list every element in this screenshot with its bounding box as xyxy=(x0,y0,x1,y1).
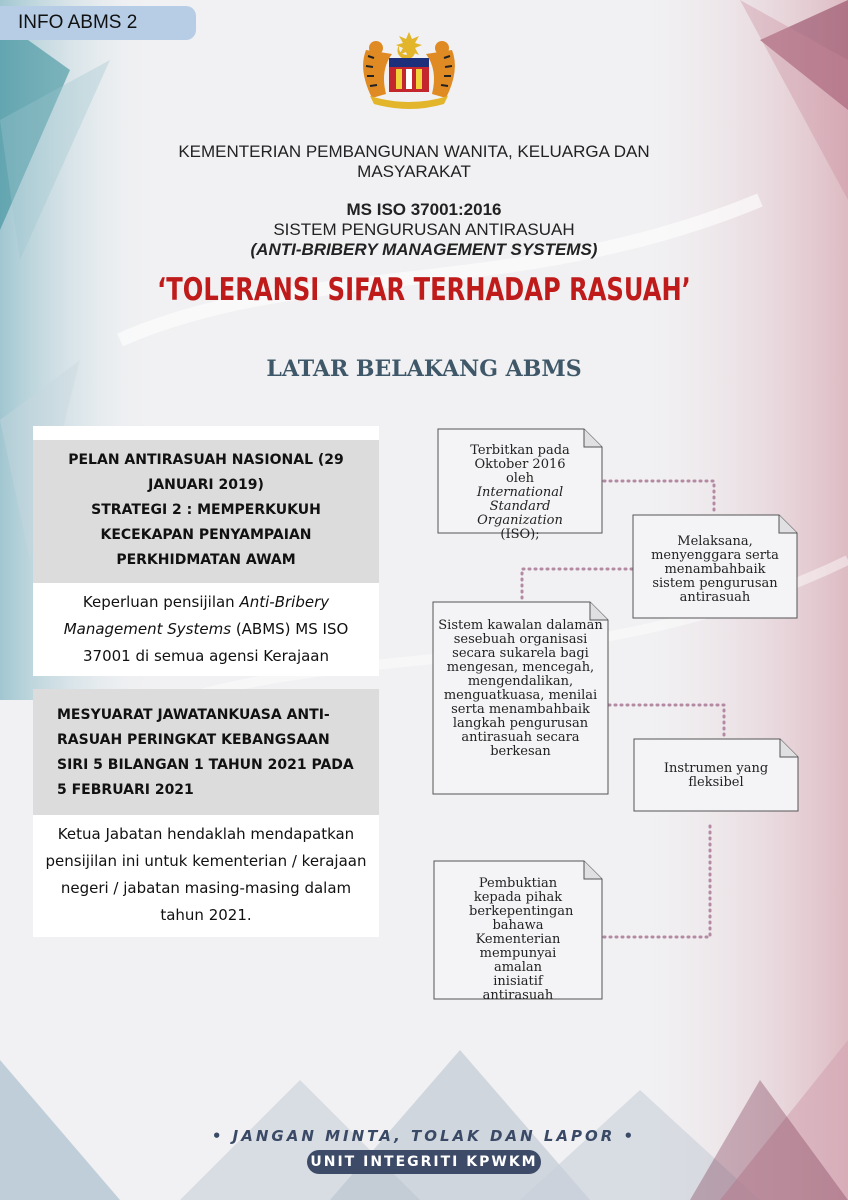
motto: • JANGAN MINTA, TOLAK DAN LAPOR • xyxy=(211,1127,637,1145)
note-text-implement: Melaksana, menyenggara serta menambahbaik sistem pengurusan antirasuah xyxy=(651,534,779,605)
unit-label: UNIT INTEGRITI KPWKM xyxy=(307,1150,541,1174)
committee-meeting-body: Ketua Jabatan hendaklah mendapatkan pensijilan ini untuk kementerian / kerajaan negeri / jabatan masing-masing dalam tahun 2021. xyxy=(33,815,379,937)
note-text-flexible: Instrumen yang fleksibel xyxy=(663,761,769,790)
note-text-emphasis: International Standard Organization xyxy=(476,485,564,528)
note-card-internal-control xyxy=(432,601,609,795)
strategy-title: STRATEGI 2 : MEMPERKUKUH KECEKAPAN PENYAMPAIAN PERKHIDMATAN AWAM xyxy=(91,502,321,568)
slogan: ‘TOLERANSI SIFAR TERHADAP RASUAH’ xyxy=(157,272,691,308)
note-text-evidence: Pembuktian kepada pihak berkepentingan bahawa Kementerian mempunyai amalan inisiatif antirasuah xyxy=(469,876,574,1003)
note-card-flexible xyxy=(633,738,799,812)
section-title: LATAR BELAKANG ABMS xyxy=(266,356,582,382)
system-name: SISTEM PENGURUSAN ANTIRASUAH xyxy=(273,220,575,239)
national-plan-title: PELAN ANTIRASUAH NASIONAL (29 JANUARI 2019) xyxy=(68,452,344,493)
note-text: (ISO); xyxy=(500,527,540,542)
body-text: (ABMS) MS ISO 37001 di semua agensi Kerajaan xyxy=(83,620,349,665)
info-tag: INFO ABMS 2 xyxy=(0,6,196,40)
note-text-published xyxy=(437,444,603,542)
committee-meeting-heading: MESYUARAT JAWATANKUASA ANTI-RASUAH PERINGKAT KEBANGSAAN SIRI 5 BILANGAN 1 TAHUN 2021 PADA 5 FEBRUARI 2021 xyxy=(33,689,379,815)
note-card-implement xyxy=(632,514,798,619)
system-name-english: (ANTI-BRIBERY MANAGEMENT SYSTEMS) xyxy=(250,240,598,259)
iso-standard: MS ISO 37001:2016 xyxy=(346,200,502,219)
note-text-internal-control: Sistem kawalan dalaman sesebuah organisasi secara sukarela bagi mengesan, mencegah, mengendalikan, menguatkuasa, menilai serta menambahbaik langkah pengurusan antirasuah secara berkesan xyxy=(438,618,603,759)
note-card-evidence xyxy=(433,860,603,1003)
body-emphasis: Anti-Bribery Management Systems xyxy=(63,593,330,638)
note-text: Terbitkan pada Oktober 2016 oleh xyxy=(470,443,570,486)
ministry-name: KEMENTERIAN PEMBANGUNAN WANITA, KELUARGA DAN MASYARAKAT xyxy=(178,142,650,181)
body-text: Keperluan pensijilan xyxy=(82,593,240,611)
note-card-published xyxy=(437,428,603,542)
